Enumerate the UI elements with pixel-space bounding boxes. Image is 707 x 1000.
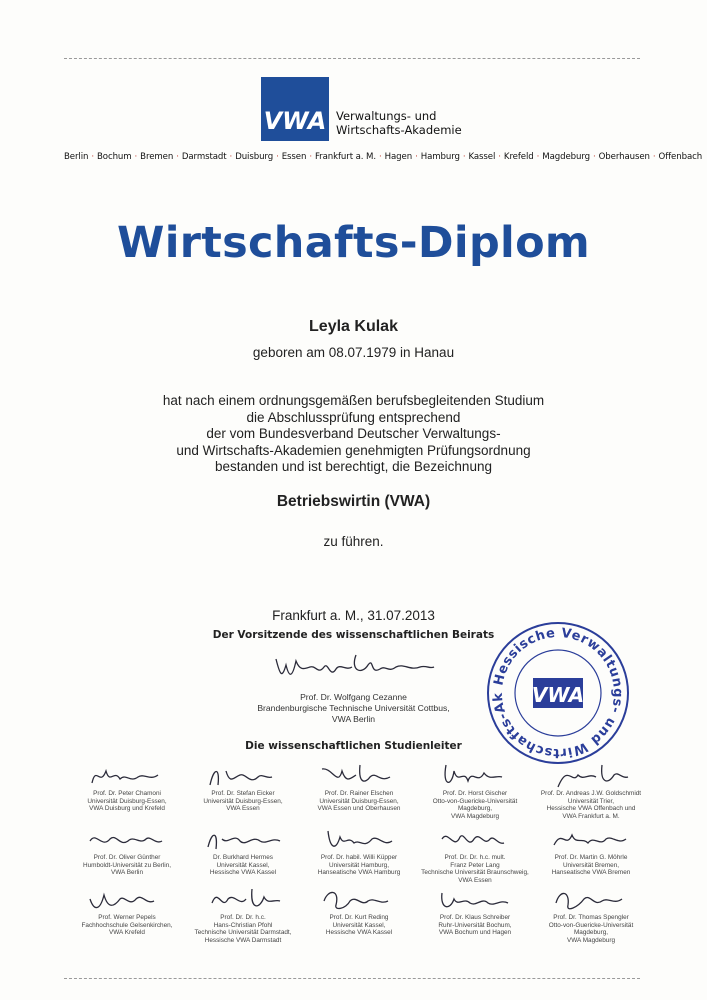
studienleiter-info-line: Franz Peter Lang [450,861,500,869]
studienleiter-info [417,914,533,937]
studienleiter-info-line: Technische Universität Braunschweig, [421,869,529,877]
studienleiter-info [69,914,185,937]
city-separator: · [536,152,540,162]
studienleiter-info [301,914,417,937]
studienleiter-entry [69,881,185,937]
studienleiter-info-line: Prof. Dr. Dr. h.c. [220,914,266,921]
city-name: Oberhausen [598,152,650,162]
studienleiter-entry [533,881,649,944]
city-name: Hagen [384,152,413,162]
city-separator: · [176,152,179,162]
studienleiter-info-line: Hessische VWA Kassel [209,869,277,877]
academy-name-line1: Verwaltungs- und [336,109,437,123]
studienleiter-info-line: Hessische VWA Kassel [325,929,393,937]
studienleiter-info-line: VWA Essen und Oberhausen [317,805,401,813]
handwritten-signature [200,821,286,853]
studienleiter-info-line: VWA Bochum und Hagen [438,929,512,937]
studienleiter-info-line: Prof. Dr. Thomas Spengler [553,914,629,921]
studienleiter-info-line: Prof. Dr. Peter Chamoni [93,790,161,797]
handwritten-signature [84,881,170,913]
studienleiter-entry [533,821,649,877]
academy-name [336,109,462,137]
city-separator: · [134,152,138,162]
studienleiter-entry [301,881,417,937]
studienleiter-info-line: Universität Bremen, [562,861,620,869]
city-separator: · [652,152,656,162]
studienleiter-info-line: Prof. Dr. Horst Gischer [442,790,508,797]
city-separator: · [379,152,382,162]
studienleiter-info [417,790,533,820]
studienleiter-info-line: VWA Berlin [110,869,144,877]
certificate-body-text [0,393,707,476]
studienleiter-info-line: Hessische VWA Darmstadt [204,936,282,944]
studienleiter-info-line: Universität Duisburg-Essen, [87,797,167,805]
studienleiter-entry [417,757,533,820]
studienleiter-info-line: VWA Magdeburg [566,936,616,944]
bottom-dashed-rule [64,978,640,979]
studienleiter-entry [185,821,301,877]
city-separator: · [462,152,466,162]
fuehren-text: zu führen. [323,534,384,549]
top-dashed-rule [64,58,640,59]
studienleiter-info-line: Universität Duisburg-Essen, [203,797,283,805]
certificate-title: Wirtschafts-Diplom [116,218,591,268]
studienleiter-info-line: Prof. Dr. Dr. h.c. mult. [444,854,506,861]
chair-signature [270,645,440,694]
studienleiter-entry [301,821,417,877]
handwritten-signature [432,881,518,913]
handwritten-signature [200,757,286,789]
studienleiter-info-line: Prof. Werner Pepels [98,914,156,921]
city-separator: · [593,152,596,162]
studienleiter-info-line: Fachhochschule Gelsenkirchen, [81,921,173,929]
studienleiter-info [301,790,417,813]
studienleiter-info-line: Hanseatische VWA Hamburg [317,869,401,877]
handwritten-signature [84,821,170,853]
studienleiter-info-line: Ruhr-Universität Bochum, [438,921,512,929]
handwritten-signature [200,881,286,913]
studienleiter-info [533,790,649,820]
studienleiter-info-line: VWA Magdeburg [450,812,500,820]
studienleiter-info-line: Prof. Dr. Martin G. Möhrle [554,854,628,861]
birth-info: geboren am 08.07.1979 in Hanau [252,345,455,360]
city-separator: · [229,152,233,162]
body-line: hat nach einem ordnungsgemäßen berufsbegleitenden Studium [162,393,545,408]
studienleiter-info-line: Universität Duisburg-Essen, [319,797,399,805]
studienleiter-entry [185,757,301,813]
city-name: Hamburg [420,152,460,162]
studienleiter-info [69,854,185,877]
studienleiter-info-line: VWA Frankfurt a. M. [562,812,620,820]
body-line: die Abschlussprüfung entsprechend [246,409,461,425]
city-separator: · [91,152,94,162]
studienleiter-info-line: Prof. Dr. Rainer Elschen [324,790,394,797]
studienleiter-info-line: Prof. Dr. Oliver Günther [93,854,161,861]
studienleiter-info [301,854,417,877]
studienleiter-info-line: Hanseatische VWA Bremen [551,869,631,877]
studienleiter-info [533,854,649,877]
city-separator: · [309,152,312,162]
chair-info-line: Prof. Dr. Wolfgang Cezanne [300,692,407,702]
studienleiter-entry [69,757,185,813]
city-name: Krefeld [503,152,534,162]
studienleiter-info-line: Universität Hamburg, [328,861,390,869]
studienleiter-info-line: Prof. Dr. Andreas J.W. Goldschmidt [540,790,642,797]
studienleiter-info [185,790,301,813]
city-name: Bochum [96,152,132,162]
seal-ring-text: Hessische Verwaltungs- und Wirtschafts-Ak [490,625,626,761]
graduate-name: Leyla Kulak [309,318,398,335]
city-separator: · [498,152,501,162]
studienleiter-info [533,914,649,944]
chair-title: Der Vorsitzende des wissenschaftlichen Beirats [212,629,495,641]
studienleiter-info-line: Hessische VWA Offenbach und [546,805,636,813]
vwa-logo [261,77,329,141]
studienleiter-info-line: VWA Essen [226,805,260,813]
handwritten-signature [432,757,518,789]
studienleiter-info-line: Otto-von-Guericke-Universität Magdeburg, [548,921,634,937]
city-separator: · [415,152,418,162]
studienleiter-info-line: Dr. Burkhard Hermes [212,854,274,861]
place-date: Frankfurt a. M., 31.07.2013 [272,608,435,623]
seal-center-text: VWA [531,683,585,707]
handwritten-signature [432,821,518,853]
handwritten-signature [548,757,634,789]
leaders-title: Die wissenschaftlichen Studienleiter [245,740,462,752]
studienleiter-entry [533,757,649,820]
handwritten-signature [316,757,402,789]
studienleiter-info-line: Prof. Dr. Klaus Schreiber [439,914,511,921]
city-name: Offenbach [658,152,703,162]
handwritten-signature [548,881,634,913]
studienleiter-entry [69,821,185,877]
vwa-logo-text: VWA [263,107,327,135]
studienleiter-info-line: Universität Trier, [567,797,615,805]
city-name: Darmstadt [181,152,227,162]
city-separator: · [276,152,279,162]
city-name: Frankfurt a. M. [314,152,376,162]
studienleiter-entry [185,881,301,944]
studienleiter-info-line: Prof. Dr. habil. Willi Küpper [320,854,398,861]
studienleiter-info-line: Hans-Christian Pfohl [213,921,273,929]
city-list [64,152,703,162]
studienleiter-info-line: Prof. Dr. Stefan Eicker [211,790,275,797]
academy-name-line2: Wirtschafts-Akademie [336,123,462,137]
studienleiter-info-line: VWA Essen [458,876,492,884]
city-name: Essen [281,152,307,162]
studienleiter-info-line: VWA Duisburg und Krefeld [89,805,165,813]
studienleiter-info [185,914,301,944]
handwritten-signature [316,821,402,853]
studienleiter-info-line: Technische Universität Darmstadt, [194,929,292,937]
studienleiter-info [417,854,533,884]
chair-info-line: Brandenburgische Technische Universität Cottbus, [257,703,450,714]
chair-info-line: VWA Berlin [331,714,376,725]
studienleiter-info-line: Universität Kassel, [332,921,386,929]
studienleiter-info-line: VWA Krefeld [109,929,145,937]
city-name: Kassel [468,152,496,162]
body-line: der vom Bundesverband Deutscher Verwaltungs- [206,426,501,442]
degree-title: Betriebswirtin (VWA) [276,493,431,510]
studienleiter-entry [301,757,417,813]
city-name: Bremen [140,152,174,162]
studienleiter-info-line: Otto-von-Guericke-Universität Magdeburg, [432,797,518,813]
studienleiter-info [185,854,301,877]
body-line: bestanden und ist berechtigt, die Bezeichnung [215,459,492,475]
city-name: Duisburg [235,152,274,162]
handwritten-signature [316,881,402,913]
studienleiter-entry [417,881,533,937]
studienleiter-info-line: Humboldt-Universität zu Berlin, [82,861,172,869]
city-name: Berlin [64,152,89,162]
studienleiter-entry [417,821,533,884]
body-line: und Wirtschafts-Akademien genehmigten Prüfungsordnung [176,442,531,458]
handwritten-signature [84,757,170,789]
studienleiter-info-line: Universität Kassel, [216,861,270,869]
studienleiter-info [69,790,185,813]
studienleiter-info-line: Prof. Dr. Kurt Reding [329,914,389,921]
handwritten-signature [548,821,634,853]
city-name: Magdeburg [542,152,590,162]
